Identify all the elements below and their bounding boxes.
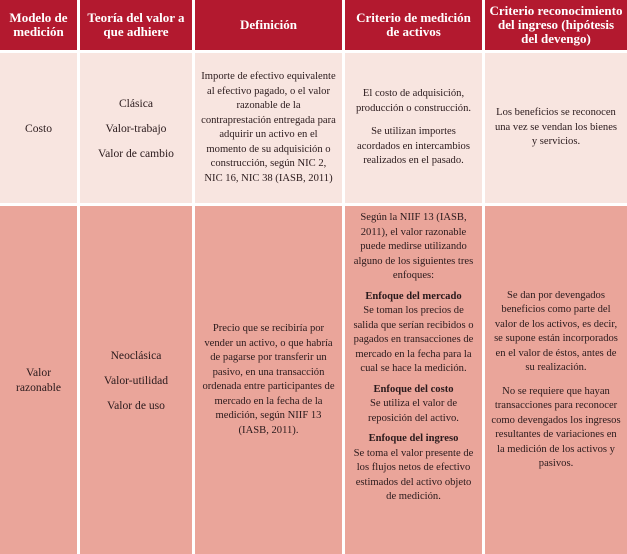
row-valor-razonable-criterio	[345, 203, 485, 554]
teoria-item: Valor-trabajo	[105, 121, 167, 135]
criterio-paragraph: Se utilizan importes acordados en intercambios realizados en el pasado.	[357, 126, 470, 167]
enfoque-ingreso	[351, 432, 476, 505]
enfoque-mercado	[351, 290, 476, 377]
row-costo-modelo	[0, 50, 80, 203]
definicion-text: Precio que se recibiría por vender un activo, o que habría de pagarse por transferir un pasivo, en una transacción ordenada entre participantes de mercado en la fecha de la medición, según NIIF 13 (IASB, 2011).	[202, 323, 335, 436]
ingreso-paragraph: No se requiere que hayan transacciones para reconocer como devengados los ingresos resultantes de variaciones en la medición de los activos y pasivos.	[491, 385, 621, 469]
row-valor-razonable-definicion	[195, 203, 345, 554]
row-costo-ingreso	[485, 50, 627, 203]
row-costo-teoria	[80, 50, 195, 203]
enfoque-title: Enfoque del mercado	[365, 290, 462, 302]
header-definicion: Definición	[195, 0, 345, 50]
criterio-intro: Según la NIIF 13 (IASB, 2011), el valor razonable puede medirse utilizando alguno de los siguientes tres enfoques:	[353, 212, 474, 281]
row-valor-razonable-modelo	[0, 203, 80, 554]
row-costo-definicion	[195, 50, 345, 203]
teoria-item: Valor de cambio	[98, 146, 174, 160]
teoria-item: Valor-utilidad	[103, 373, 169, 387]
row-valor-razonable-ingreso	[485, 203, 627, 554]
enfoque-title: Enfoque del ingreso	[368, 433, 459, 444]
header-criterio-ingreso: Criterio reconocimiento del ingreso (hipótesis del devengo)	[485, 0, 627, 50]
row-costo-criterio	[345, 50, 485, 203]
definicion-text: Importe de efectivo equivalente al efectivo pagado, o el valor razonable de la contraprestación entregada para adquirir un activo en el momento de su adquisición o construcción, según NIC 2, NIC 16, NIC 38 (IASB, 2011)	[201, 71, 336, 184]
header-teoria: Teoría del valor a que adhiere	[80, 0, 195, 50]
ingreso-paragraph: Los beneficios se reconocen una vez se vendan los bienes y servicios.	[494, 107, 618, 148]
header-modelo: Modelo de medición	[0, 0, 80, 50]
modelo-label: Costo	[24, 121, 53, 135]
row-valor-razonable-teoria	[80, 203, 195, 554]
teoria-item: Neoclásica	[110, 348, 162, 362]
enfoque-text: Se utiliza el valor de reposición del activo.	[368, 398, 459, 424]
teoria-item: Valor de uso	[107, 398, 165, 412]
enfoque-costo	[351, 383, 476, 427]
enfoque-text: Se toman los precios de salida que serían recibidos o pagados en transacciones de mercado en la fecha para la cual se hace la medición.	[353, 305, 474, 374]
enfoque-text: Se toma el valor presente de los flujos netos de efectivo estimados del activo objeto de medición.	[353, 447, 474, 502]
modelo-label: Valor razonable	[15, 366, 62, 394]
teoria-item: Clásica	[118, 96, 154, 110]
criterio-paragraph: El costo de adquisición, producción o construcción.	[355, 88, 472, 114]
header-criterio-activos: Criterio de medición de activos	[345, 0, 485, 50]
enfoque-title: Enfoque del costo	[373, 383, 454, 395]
ingreso-paragraph: Se dan por devengados beneficios como parte del valor de los activos, es decir, se supone están incorporados en el valor de éstos, antes de su realización.	[494, 289, 618, 373]
